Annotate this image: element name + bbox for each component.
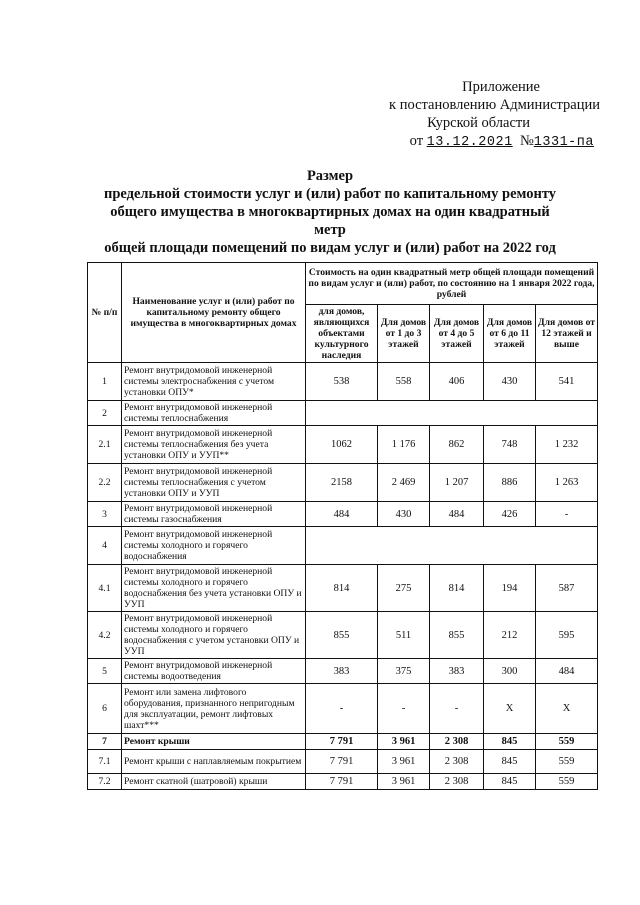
row-value-col-4: 886 bbox=[484, 464, 536, 502]
table-row bbox=[88, 527, 598, 565]
row-value-col-2: 3 961 bbox=[378, 750, 430, 774]
table-row bbox=[88, 774, 598, 790]
row-value-col-2: 511 bbox=[378, 612, 430, 659]
document-title bbox=[90, 167, 570, 257]
row-value-col-1: 855 bbox=[306, 612, 378, 659]
title-line-4: метр bbox=[314, 222, 346, 238]
row-value-col-5: 595 bbox=[536, 612, 598, 659]
row-value-col-5: 587 bbox=[536, 565, 598, 612]
row-value-col-4: 748 bbox=[484, 426, 536, 464]
row-number: 7.2 bbox=[88, 774, 122, 790]
row-value-col-3: 1 207 bbox=[430, 464, 484, 502]
row-value-col-5: 484 bbox=[536, 659, 598, 684]
row-value-col-3: 2 308 bbox=[430, 734, 484, 750]
row-value-col-5: 559 bbox=[536, 750, 598, 774]
row-number: 7.1 bbox=[88, 750, 122, 774]
table-row bbox=[88, 684, 598, 734]
row-number: 3 bbox=[88, 502, 122, 527]
row-number: 4.2 bbox=[88, 612, 122, 659]
row-value-col-1: 7 791 bbox=[306, 774, 378, 790]
title-line-5: общей площади помещений по видам услуг и (или) работ на 2022 год bbox=[104, 240, 556, 256]
row-service-name: Ремонт крыши bbox=[122, 734, 306, 750]
appendix-region: Курской области bbox=[427, 115, 530, 131]
row-service-name: Ремонт внутридомовой инженерной системы холодного и горячего водоснабжения bbox=[122, 527, 306, 565]
row-service-name: Ремонт внутридомовой инженерной системы теплоснабжения bbox=[122, 401, 306, 426]
row-service-name: Ремонт внутридомовой инженерной системы теплоснабжения без учета установки ОПУ и УУП** bbox=[122, 426, 306, 464]
row-value-col-1: - bbox=[306, 684, 378, 734]
row-number: 2 bbox=[88, 401, 122, 426]
table-row bbox=[88, 502, 598, 527]
row-value-col-2: 375 bbox=[378, 659, 430, 684]
table-row bbox=[88, 659, 598, 684]
row-value-col-3: 862 bbox=[430, 426, 484, 464]
header-col-4-5: Для домов от 4 до 5 этажей bbox=[430, 305, 484, 363]
row-value-col-2: 275 bbox=[378, 565, 430, 612]
header-col-12plus: Для домов от 12 этажей и выше bbox=[536, 305, 598, 363]
row-value-col-4: 300 bbox=[484, 659, 536, 684]
header-col-heritage: для домов, являющихся объектами культурного наследия bbox=[306, 305, 378, 363]
row-value-col-5: 559 bbox=[536, 734, 598, 750]
table-row bbox=[88, 734, 598, 750]
row-value-col-5: 1 232 bbox=[536, 426, 598, 464]
row-value-col-1: 538 bbox=[306, 363, 378, 401]
row-value-col-1: 484 bbox=[306, 502, 378, 527]
row-service-name: Ремонт внутридомовой инженерной системы холодного и горячего водоснабжения с учетом установки ОПУ и УУП bbox=[122, 612, 306, 659]
row-value-col-3: 383 bbox=[430, 659, 484, 684]
row-empty-values bbox=[306, 401, 598, 426]
table-row bbox=[88, 750, 598, 774]
row-value-col-2: 1 176 bbox=[378, 426, 430, 464]
row-value-col-1: 814 bbox=[306, 565, 378, 612]
row-number: 6 bbox=[88, 684, 122, 734]
row-value-col-1: 383 bbox=[306, 659, 378, 684]
row-number: 1 bbox=[88, 363, 122, 401]
row-value-col-1: 2158 bbox=[306, 464, 378, 502]
cost-table bbox=[87, 262, 598, 790]
row-value-col-2: 3 961 bbox=[378, 734, 430, 750]
row-value-col-2: 3 961 bbox=[378, 774, 430, 790]
row-value-col-4: 845 bbox=[484, 774, 536, 790]
row-number: 4 bbox=[88, 527, 122, 565]
header-cost: Стоимость на один квадратный метр общей площади помещений по видам услуг и (или) работ, по состоянию на 1 января 2022 года, рублей bbox=[306, 263, 598, 305]
row-value-col-4: 194 bbox=[484, 565, 536, 612]
row-service-name: Ремонт внутридомовой инженерной системы электроснабжения с учетом установки ОПУ* bbox=[122, 363, 306, 401]
appendix-date-line bbox=[340, 132, 600, 152]
row-value-col-4: 426 bbox=[484, 502, 536, 527]
row-number: 2.2 bbox=[88, 464, 122, 502]
row-value-col-1: 7 791 bbox=[306, 750, 378, 774]
row-number: 7 bbox=[88, 734, 122, 750]
appendix-header bbox=[340, 78, 600, 152]
title-line-2: предельной стоимости услуг и (или) работ по капитальному ремонту bbox=[103, 186, 557, 202]
table-row bbox=[88, 426, 598, 464]
row-number: 4.1 bbox=[88, 565, 122, 612]
table-row bbox=[88, 363, 598, 401]
header-col-1-3: Для домов от 1 до 3 этажей bbox=[378, 305, 430, 363]
row-value-col-3: - bbox=[430, 684, 484, 734]
decree-number: 1331-па bbox=[533, 135, 594, 150]
row-value-col-2: 2 469 bbox=[378, 464, 430, 502]
row-value-col-4: 845 bbox=[484, 734, 536, 750]
decree-date: 13.12.2021 bbox=[426, 135, 513, 150]
table-row bbox=[88, 612, 598, 659]
row-value-col-5: Х bbox=[536, 684, 598, 734]
row-empty-values bbox=[306, 527, 598, 565]
table-row bbox=[88, 401, 598, 426]
row-number: 5 bbox=[88, 659, 122, 684]
row-value-col-2: 558 bbox=[378, 363, 430, 401]
row-value-col-2: 430 bbox=[378, 502, 430, 527]
row-service-name: Ремонт внутридомовой инженерной системы теплоснабжения с учетом установки ОПУ и УУП bbox=[122, 464, 306, 502]
row-value-col-4: 845 bbox=[484, 750, 536, 774]
row-value-col-1: 7 791 bbox=[306, 734, 378, 750]
row-number: 2.1 bbox=[88, 426, 122, 464]
title-line-1: Размер bbox=[306, 168, 354, 184]
row-value-col-1: 1062 bbox=[306, 426, 378, 464]
row-value-col-5: 1 263 bbox=[536, 464, 598, 502]
row-service-name: Ремонт внутридомовой инженерной системы водоотведения bbox=[122, 659, 306, 684]
title-line-3: общего имущества в многоквартирных домах на один квадратный bbox=[110, 204, 550, 220]
row-value-col-4: 212 bbox=[484, 612, 536, 659]
row-value-col-3: 2 308 bbox=[430, 774, 484, 790]
row-service-name: Ремонт внутридомовой инженерной системы газоснабжения bbox=[122, 502, 306, 527]
row-value-col-5: 541 bbox=[536, 363, 598, 401]
row-service-name: Ремонт крыши с наплавляемым покрытием bbox=[122, 750, 306, 774]
appendix-decree: к постановлению Администрации bbox=[389, 97, 600, 113]
row-service-name: Ремонт скатной (шатровой) крыши bbox=[122, 774, 306, 790]
row-value-col-4: 430 bbox=[484, 363, 536, 401]
header-name: Наименование услуг и (или) работ по капитальному ремонту общего имущества в многоквартирных домах bbox=[122, 263, 306, 363]
row-value-col-4: Х bbox=[484, 684, 536, 734]
date-prefix: от bbox=[409, 133, 424, 149]
row-value-col-5: 559 bbox=[536, 774, 598, 790]
header-num: № п/п bbox=[88, 263, 122, 363]
row-service-name: Ремонт или замена лифтового оборудования, признанного непригодным для эксплуатации, ремонт лифтовых шахт*** bbox=[122, 684, 306, 734]
header-col-6-11: Для домов от 6 до 11 этажей bbox=[484, 305, 536, 363]
appendix-title: Приложение bbox=[462, 79, 540, 95]
row-value-col-3: 484 bbox=[430, 502, 484, 527]
row-value-col-5: - bbox=[536, 502, 598, 527]
table-row bbox=[88, 464, 598, 502]
row-value-col-3: 855 bbox=[430, 612, 484, 659]
row-value-col-2: - bbox=[378, 684, 430, 734]
row-service-name: Ремонт внутридомовой инженерной системы холодного и горячего водоснабжения без учета установки ОПУ и УУП bbox=[122, 565, 306, 612]
number-prefix: № bbox=[519, 133, 534, 149]
table-row bbox=[88, 565, 598, 612]
row-value-col-3: 406 bbox=[430, 363, 484, 401]
row-value-col-3: 814 bbox=[430, 565, 484, 612]
row-value-col-3: 2 308 bbox=[430, 750, 484, 774]
